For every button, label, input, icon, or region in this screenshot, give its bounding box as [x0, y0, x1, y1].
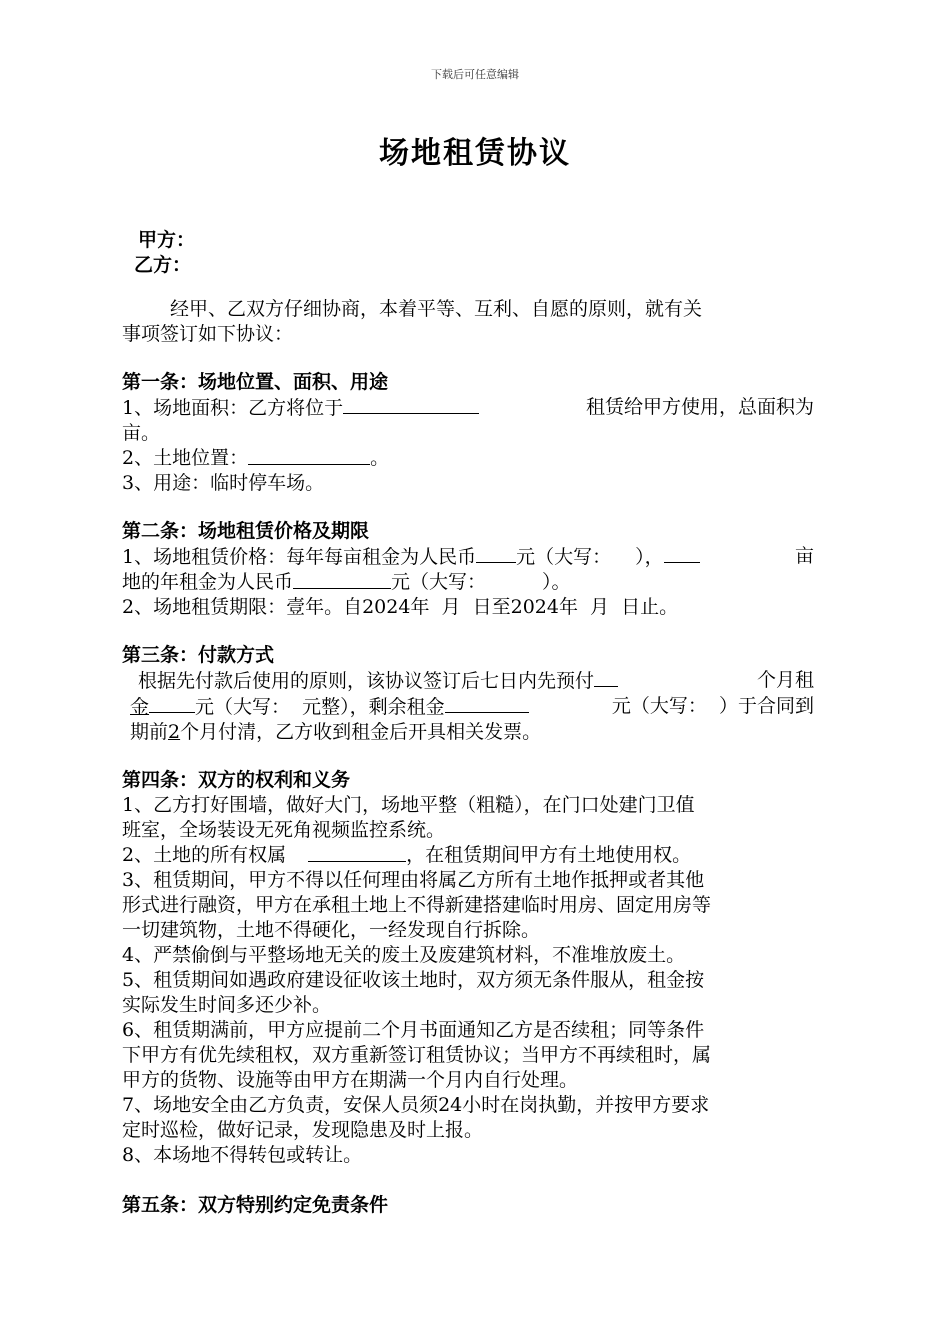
section-1-heading: 第一条：场地位置、面积、用途: [122, 371, 389, 393]
blank-field: [343, 395, 479, 414]
blank-field: [293, 570, 391, 589]
agreement-body: 经甲、乙双方仔细协商，本着平等、互利、自愿的原则，就有关 事项签订如下协议： 第一条：场地位置、面积、用途 1、场地面积：乙方将位于 租赁给甲方使用，总面积为 亩。 2、土地位置： 。 3、用途：临时停车场。 第二条：场地租赁价格及期限 1、场地租赁价格：每年每亩租金为人民币 元（大写： ）， 亩 地的年租金为人民币 元（大写： ）。 2、场地租赁期限：壹年。自2024年 月 日至2024年 月 日止。 第三条：付款方式 根据先付款后使用的原则，该协议签订后七日内先预付 个月租 金 元（大写： 元整），剩余租金 元（大写： ）于合同到 期前 2 个月付清，乙方收到租金后开具相关发票。 第四条：双方的权利和义务 1、乙方打好围墙，做好大门，场地平整（粗糙），在门口处建门卫值 班室，全场装设无死角视频监控系统。 2、土地的所有权属 ，在租赁期间甲方有土地使用权。 3、租赁期间，甲方不得以任何理由将属乙方所有土地作抵押或者其他 形式进行融资，甲方在承租土地上不得新建搭建临时用房、固定用房等 一切建筑物，土地不得硬化，一经发现自行拆除。 4、严禁偷倒与平整场地无关的废土及废建筑材料，不准堆放废土。 5、租赁期间如遇政府建设征收该土地时，双方须无条件服从，租金按 实际发生时间多还少补。 6、租赁期满前，甲方应提前二个月书面通知乙方是否续租；同等条件 下甲方有优先续租权，双方重新签订租赁协议；当甲方不再续租时，属 甲方的货物、设施等由甲方在期满一个月内自行处理。 7、场地安全由乙方负责，安保人员须24小时在岗执勤，并按甲方要求 定时巡检，做好记录，发现隐患及时上报。 8、本场地不得转包或转让。 第五条：双方特别约定免责条件: [122, 298, 814, 1216]
party-b-label: 乙方：: [134, 254, 192, 276]
section-3-heading: 第三条：付款方式: [122, 644, 275, 666]
blank-field: [149, 694, 195, 713]
header-note: 下载后可任意编辑: [431, 68, 519, 81]
blank-field: [664, 544, 700, 563]
section-2-heading: 第二条：场地租赁价格及期限: [122, 520, 370, 542]
blank-field: [248, 446, 370, 465]
section-5-heading: 第五条：双方特别约定免责条件: [122, 1194, 389, 1216]
blank-field: [476, 544, 516, 563]
blank-field: [308, 843, 406, 862]
blank-field: [594, 668, 618, 687]
party-a-label: 甲方：: [138, 229, 196, 251]
blank-field: [445, 694, 529, 713]
intro-paragraph: 经甲、乙双方仔细协商，本着平等、互利、自愿的原则，就有关: [170, 298, 703, 320]
section-4-heading: 第四条：双方的权利和义务: [122, 769, 351, 791]
page-title: 场地租赁协议: [379, 136, 571, 171]
section-1-line: 1、场地面积：乙方将位于 租赁给甲方使用，总面积为: [122, 396, 814, 419]
